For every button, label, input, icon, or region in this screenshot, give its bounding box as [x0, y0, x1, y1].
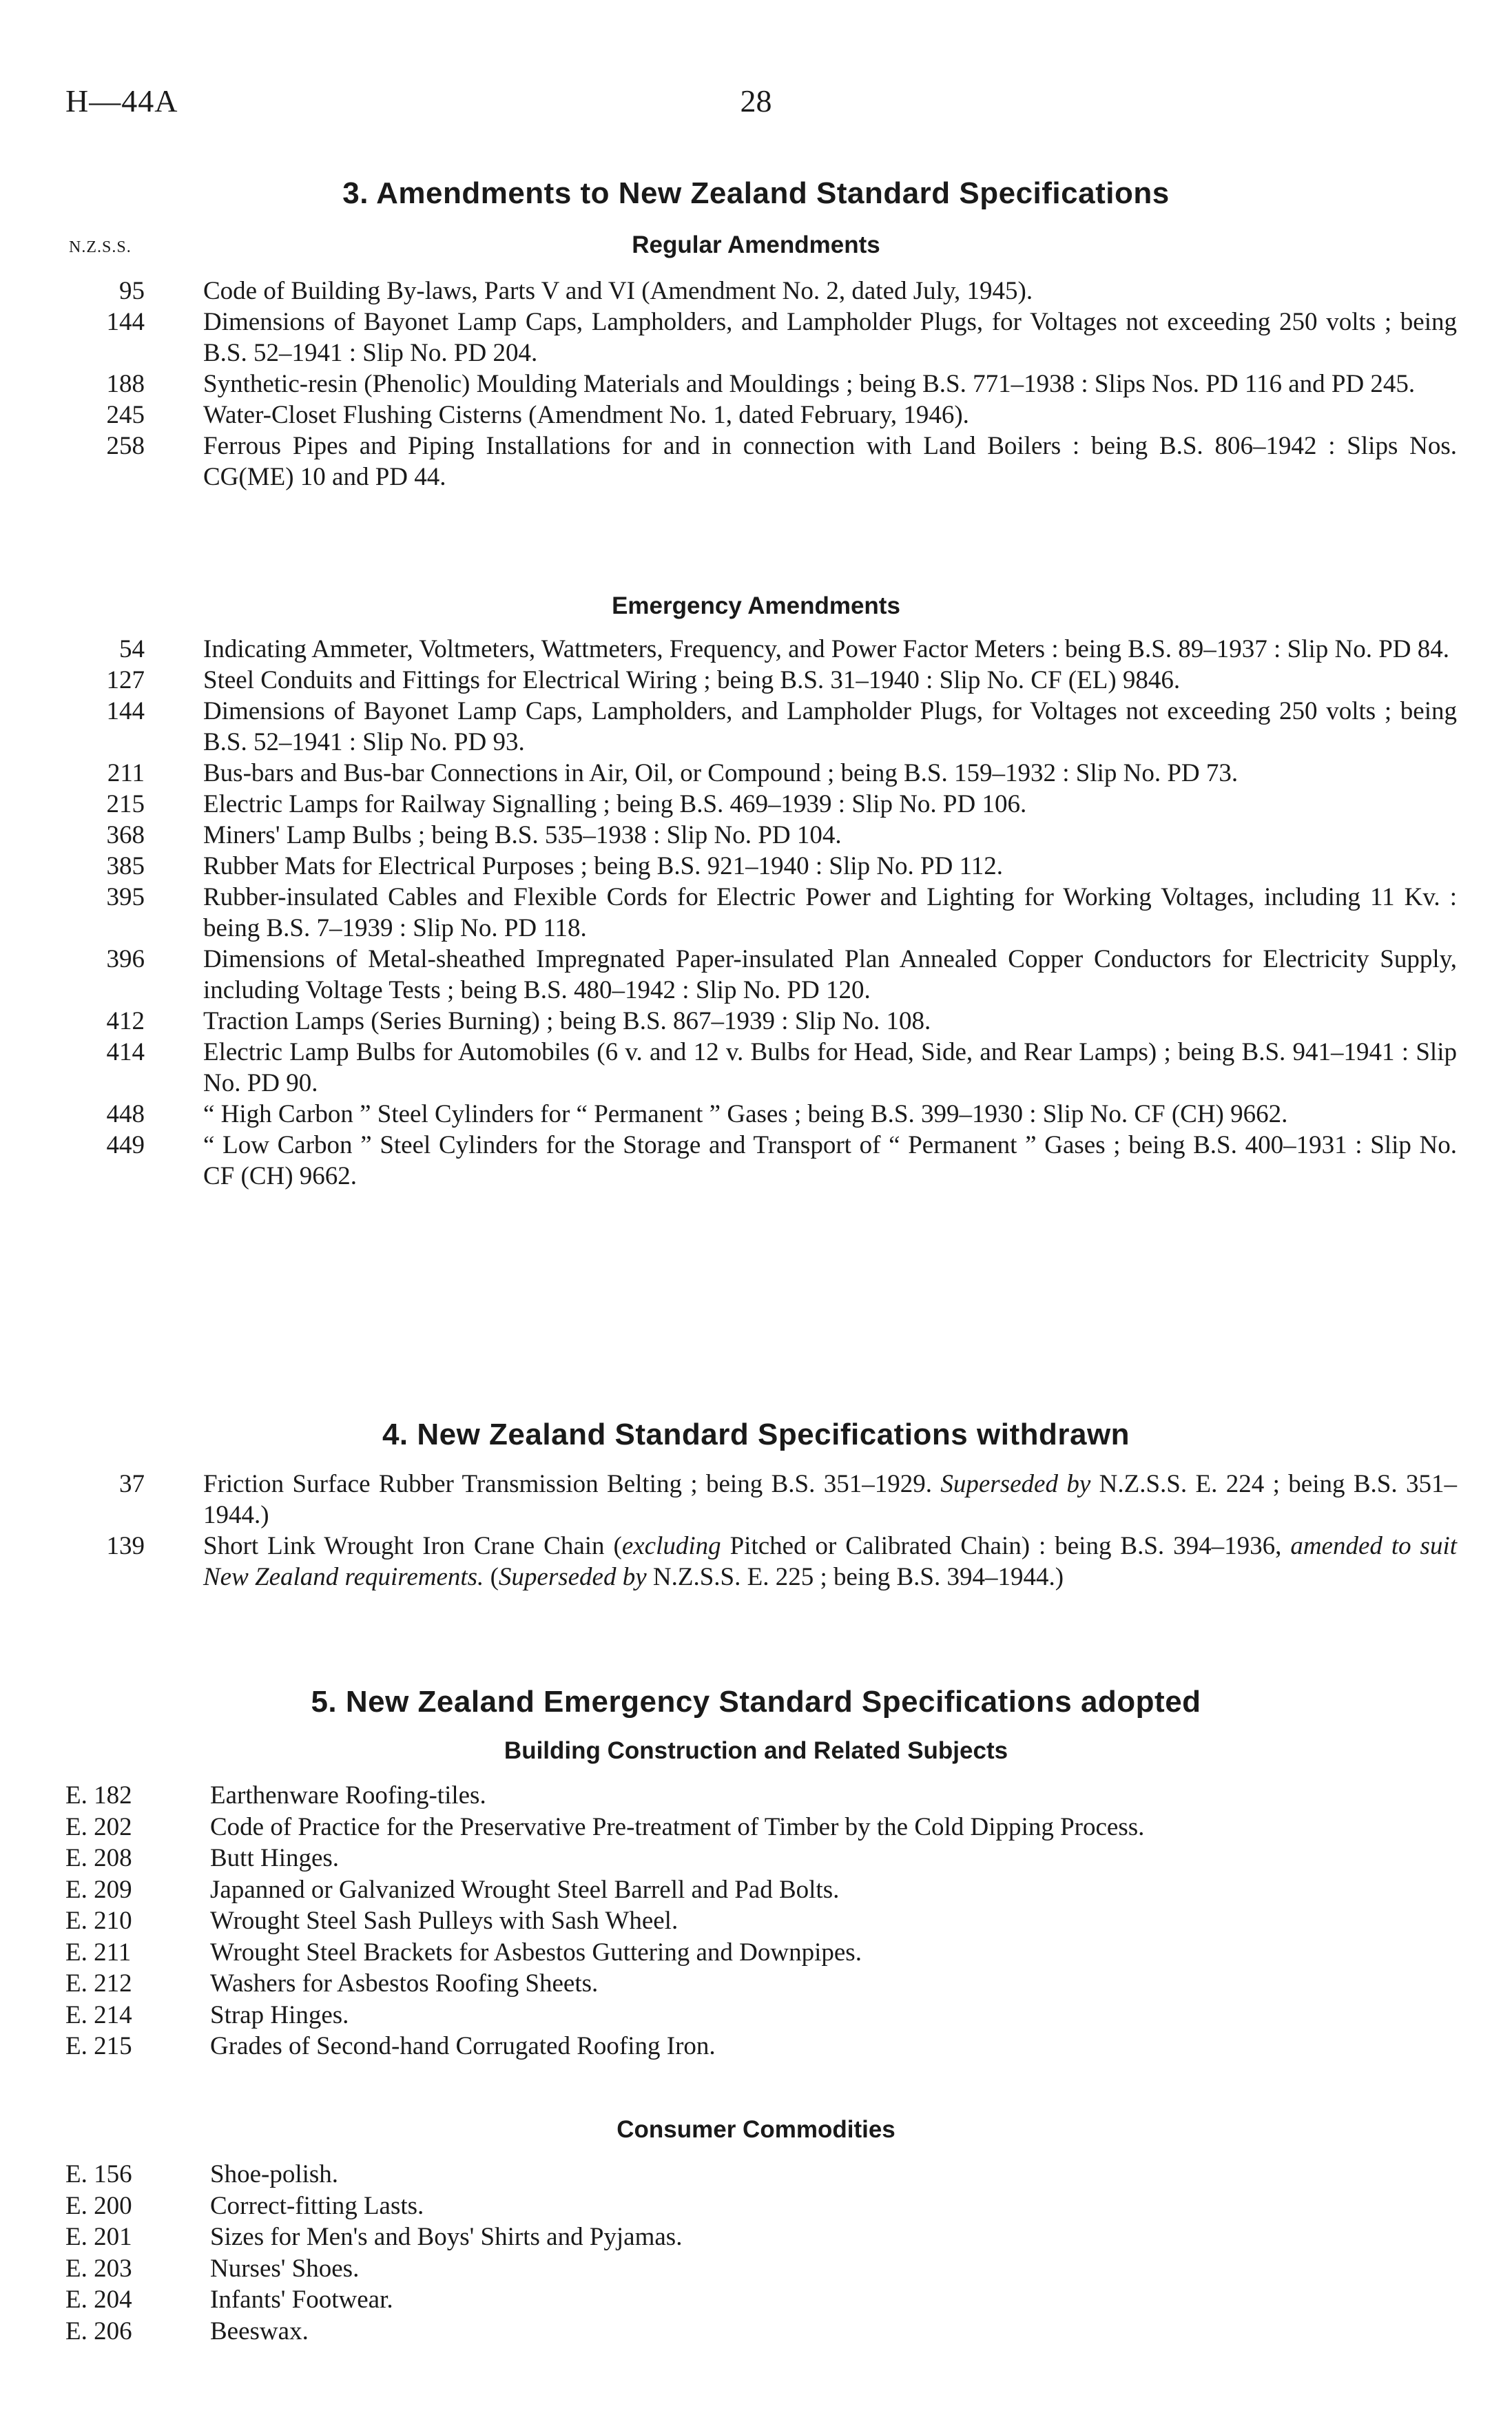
spec-number: 95 — [119, 277, 145, 305]
withdrawn-text: Short Link Wrought Iron Crane Chain ( — [203, 1532, 622, 1560]
spec-number: 449 — [106, 1131, 145, 1159]
list-item — [69, 1130, 1457, 1192]
running-header — [65, 83, 1447, 131]
spec-number: 414 — [106, 1038, 145, 1066]
list-item — [69, 400, 1457, 431]
replacement-text: N.Z.S.S. E. 224 ; being B.S. 351–1944.) — [203, 1470, 1458, 1529]
spec-description: Electric Lamp Bulbs for Automobiles (6 v. and 12 v. Bulbs for Head, Side, and Rear Lamps) ; being B.S. 941–1941 : Slip No. PD 90. — [203, 1038, 1457, 1097]
spec-description: Nurses' Shoes. — [210, 2254, 360, 2283]
spec-description: Rubber Mats for Electrical Purposes ; being B.S. 921–1940 : Slip No. PD 112. — [203, 852, 1003, 880]
spec-number: E. 209 — [65, 1875, 132, 1904]
list-item — [65, 1905, 1464, 1937]
spec-number: 127 — [106, 666, 145, 694]
spec-description: Ferrous Pipes and Piping Installations for and in connection with Land Boilers : being B.S. 806–1942 : Slips Nos. CG(ME) 10 and PD 44. — [203, 432, 1457, 491]
list-item — [65, 1843, 1464, 1874]
spec-description: Dimensions of Bayonet Lamp Caps, Lampholders, and Lampholder Plugs, for Voltages not exceeding 250 volts ; being B.S. 52–1941 : Slip No. PD 93. — [203, 697, 1457, 756]
spec-number: 385 — [106, 852, 145, 880]
spec-description: Rubber-insulated Cables and Flexible Cords for Electric Power and Lighting for Working Voltages, including 11 Kv. : being B.S. 7–1939 : Slip No. PD 118. — [203, 883, 1457, 942]
column-label: N.Z.S.S. — [69, 238, 132, 256]
spec-description: Traction Lamps (Series Burning) ; being B.S. 867–1939 : Slip No. 108. — [203, 1007, 931, 1035]
spec-number: E. 206 — [65, 2317, 132, 2345]
spec-number: 412 — [106, 1007, 145, 1035]
spec-description: Correct-fitting Lasts. — [210, 2191, 424, 2220]
spec-number: 396 — [106, 945, 145, 973]
spec-number: E. 215 — [65, 2032, 132, 2060]
spec-number: 37 — [119, 1470, 145, 1498]
consumer-commodities-list — [65, 2159, 1464, 2347]
paren: ( — [490, 1563, 499, 1591]
spec-description: Code of Practice for the Preservative Pre-treatment of Timber by the Cold Dipping Process. — [210, 1812, 1145, 1841]
spec-description: Steel Conduits and Fittings for Electrical Wiring ; being B.S. 31–1940 : Slip No. CF (EL) 9846. — [203, 666, 1181, 694]
list-item — [69, 820, 1457, 851]
spec-description: Synthetic-resin (Phenolic) Moulding Materials and Mouldings ; being B.S. 771–1938 : Slips Nos. PD 116 and PD 245. — [203, 370, 1416, 398]
list-item — [65, 1874, 1464, 1906]
list-item — [69, 1099, 1457, 1130]
spec-number: E. 202 — [65, 1812, 132, 1841]
building-construction-list — [65, 1780, 1464, 2062]
spec-description: Beeswax. — [210, 2317, 309, 2345]
spec-number: 368 — [106, 821, 145, 849]
spec-description: Strap Hinges. — [210, 2000, 349, 2029]
spec-number: E. 208 — [65, 1844, 132, 1872]
list-item — [69, 307, 1457, 369]
spec-description: Japanned or Galvanized Wrought Steel Barrell and Pad Bolts. — [210, 1875, 840, 1904]
spec-description: “ High Carbon ” Steel Cylinders for “ Permanent ” Gases ; being B.S. 399–1930 : Slip No. CF (CH) 9662. — [203, 1100, 1288, 1128]
list-item — [69, 758, 1457, 789]
spec-description — [203, 1469, 1457, 1531]
spec-number: E. 210 — [65, 1907, 132, 1935]
spec-number: E. 204 — [65, 2286, 132, 2314]
spec-description: Dimensions of Metal-sheathed Impregnated Paper-insulated Plan Annealed Copper Conductors for Electricity Supply, including Voltage Tests ; being B.S. 480–1942 : Slip No. PD 120. — [203, 945, 1457, 1004]
list-item — [65, 1937, 1464, 1969]
spec-number: E. 156 — [65, 2160, 132, 2188]
document-reference: H—44A — [65, 83, 178, 118]
spec-number: 54 — [119, 635, 145, 663]
spec-number: 144 — [106, 308, 145, 336]
spec-number: 215 — [106, 790, 145, 818]
regular-amendments-heading: Regular Amendments — [632, 231, 880, 258]
page-number: 28 — [740, 83, 772, 118]
list-item — [65, 1780, 1464, 1812]
list-item — [65, 2253, 1464, 2285]
spec-number: E. 214 — [65, 2000, 132, 2029]
list-item — [69, 1037, 1457, 1099]
spec-description: Water-Closet Flushing Cisterns (Amendment No. 1, dated February, 1946). — [203, 401, 969, 429]
spec-number: 245 — [106, 401, 145, 429]
spec-description: Bus-bars and Bus-bar Connections in Air, Oil, or Compound ; being B.S. 159–1932 : Slip No. PD 73. — [203, 759, 1239, 787]
withdrawn-list — [69, 1469, 1457, 1593]
emergency-amendments-list — [69, 634, 1457, 1192]
spec-description: Shoe-polish. — [210, 2160, 339, 2188]
superseded-note: Superseded by — [940, 1470, 1091, 1498]
spec-number: 139 — [106, 1532, 145, 1560]
list-item — [69, 851, 1457, 882]
spec-description: Grades of Second-hand Corrugated Roofing Iron. — [210, 2032, 716, 2060]
spec-description: Earthenware Roofing-tiles. — [210, 1781, 486, 1810]
emergency-amendments-heading: Emergency Amendments — [612, 592, 900, 619]
list-item — [69, 369, 1457, 400]
spec-description — [203, 1531, 1457, 1593]
list-item — [65, 2221, 1464, 2253]
spec-number: E. 212 — [65, 1969, 132, 1998]
section-5-title: 5. New Zealand Emergency Standard Specifications adopted — [311, 1685, 1201, 1719]
spec-number: 395 — [106, 883, 145, 911]
list-item — [69, 1469, 1457, 1531]
list-item — [69, 665, 1457, 696]
spec-description: Sizes for Men's and Boys' Shirts and Pyjamas. — [210, 2223, 683, 2251]
italic-note: excluding — [621, 1532, 721, 1560]
list-item — [69, 696, 1457, 758]
spec-number: E. 200 — [65, 2191, 132, 2220]
list-item — [65, 2031, 1464, 2062]
section-3-title: 3. Amendments to New Zealand Standard Specifications — [342, 176, 1170, 210]
withdrawn-text: Pitched or Calibrated Chain) : being B.S. 394–1936, — [729, 1532, 1282, 1560]
list-item — [65, 1812, 1464, 1843]
spec-number: 448 — [106, 1100, 145, 1128]
list-item — [65, 2316, 1464, 2348]
spec-description: Miners' Lamp Bulbs ; being B.S. 535–1938 : Slip No. PD 104. — [203, 821, 842, 849]
spec-description: Butt Hinges. — [210, 1844, 340, 1872]
withdrawn-text: Friction Surface Rubber Transmission Belting ; being B.S. 351–1929. — [203, 1470, 932, 1498]
spec-number: 258 — [106, 432, 145, 460]
italic-note: amended to suit New Zealand requirements. — [203, 1532, 1458, 1591]
list-item — [65, 2284, 1464, 2316]
spec-number: E. 201 — [65, 2223, 132, 2251]
consumer-commodities-heading: Consumer Commodities — [617, 2116, 895, 2143]
list-item — [65, 2190, 1464, 2222]
spec-number: E. 211 — [65, 1938, 132, 1967]
list-item — [69, 882, 1457, 944]
spec-number: E. 203 — [65, 2254, 132, 2283]
regular-amendments-list — [69, 276, 1457, 493]
spec-description: “ Low Carbon ” Steel Cylinders for the Storage and Transport of “ Permanent ” Gases ; being B.S. 400–1931 : Slip No. CF (CH) 9662. — [203, 1131, 1457, 1190]
section-4-title: 4. New Zealand Standard Specifications withdrawn — [382, 1418, 1130, 1451]
spec-description: Infants' Footwear. — [210, 2286, 393, 2314]
list-item — [69, 944, 1457, 1006]
list-item — [69, 276, 1457, 307]
list-item — [65, 2000, 1464, 2031]
spec-number: 188 — [106, 370, 145, 398]
list-item — [69, 1531, 1457, 1593]
list-item — [69, 431, 1457, 493]
spec-description: Wrought Steel Sash Pulleys with Sash Wheel. — [210, 1907, 679, 1935]
spec-description: Washers for Asbestos Roofing Sheets. — [210, 1969, 599, 1998]
spec-description: Dimensions of Bayonet Lamp Caps, Lampholders, and Lampholder Plugs, for Voltages not exceeding 250 volts ; being B.S. 52–1941 : Slip No. PD 204. — [203, 308, 1457, 367]
list-item — [69, 1006, 1457, 1037]
list-item — [65, 1968, 1464, 2000]
spec-description: Electric Lamps for Railway Signalling ; being B.S. 469–1939 : Slip No. PD 106. — [203, 790, 1027, 818]
list-item — [69, 789, 1457, 820]
spec-number: 211 — [107, 759, 145, 787]
spec-description: Code of Building By-laws, Parts V and VI (Amendment No. 2, dated July, 1945). — [203, 277, 1033, 305]
spec-number: 144 — [106, 697, 145, 725]
spec-description: Indicating Ammeter, Voltmeters, Wattmeters, Frequency, and Power Factor Meters : being B.S. 89–1937 : Slip No. PD 84. — [203, 635, 1449, 663]
list-item — [69, 634, 1457, 665]
replacement-text: N.Z.S.S. E. 225 ; being B.S. 394–1944.) — [652, 1563, 1064, 1591]
list-item — [65, 2159, 1464, 2190]
spec-number: E. 182 — [65, 1781, 132, 1810]
building-construction-heading: Building Construction and Related Subjects — [504, 1737, 1008, 1764]
superseded-note: Superseded by — [498, 1563, 647, 1591]
spec-description: Wrought Steel Brackets for Asbestos Guttering and Downpipes. — [210, 1938, 862, 1967]
